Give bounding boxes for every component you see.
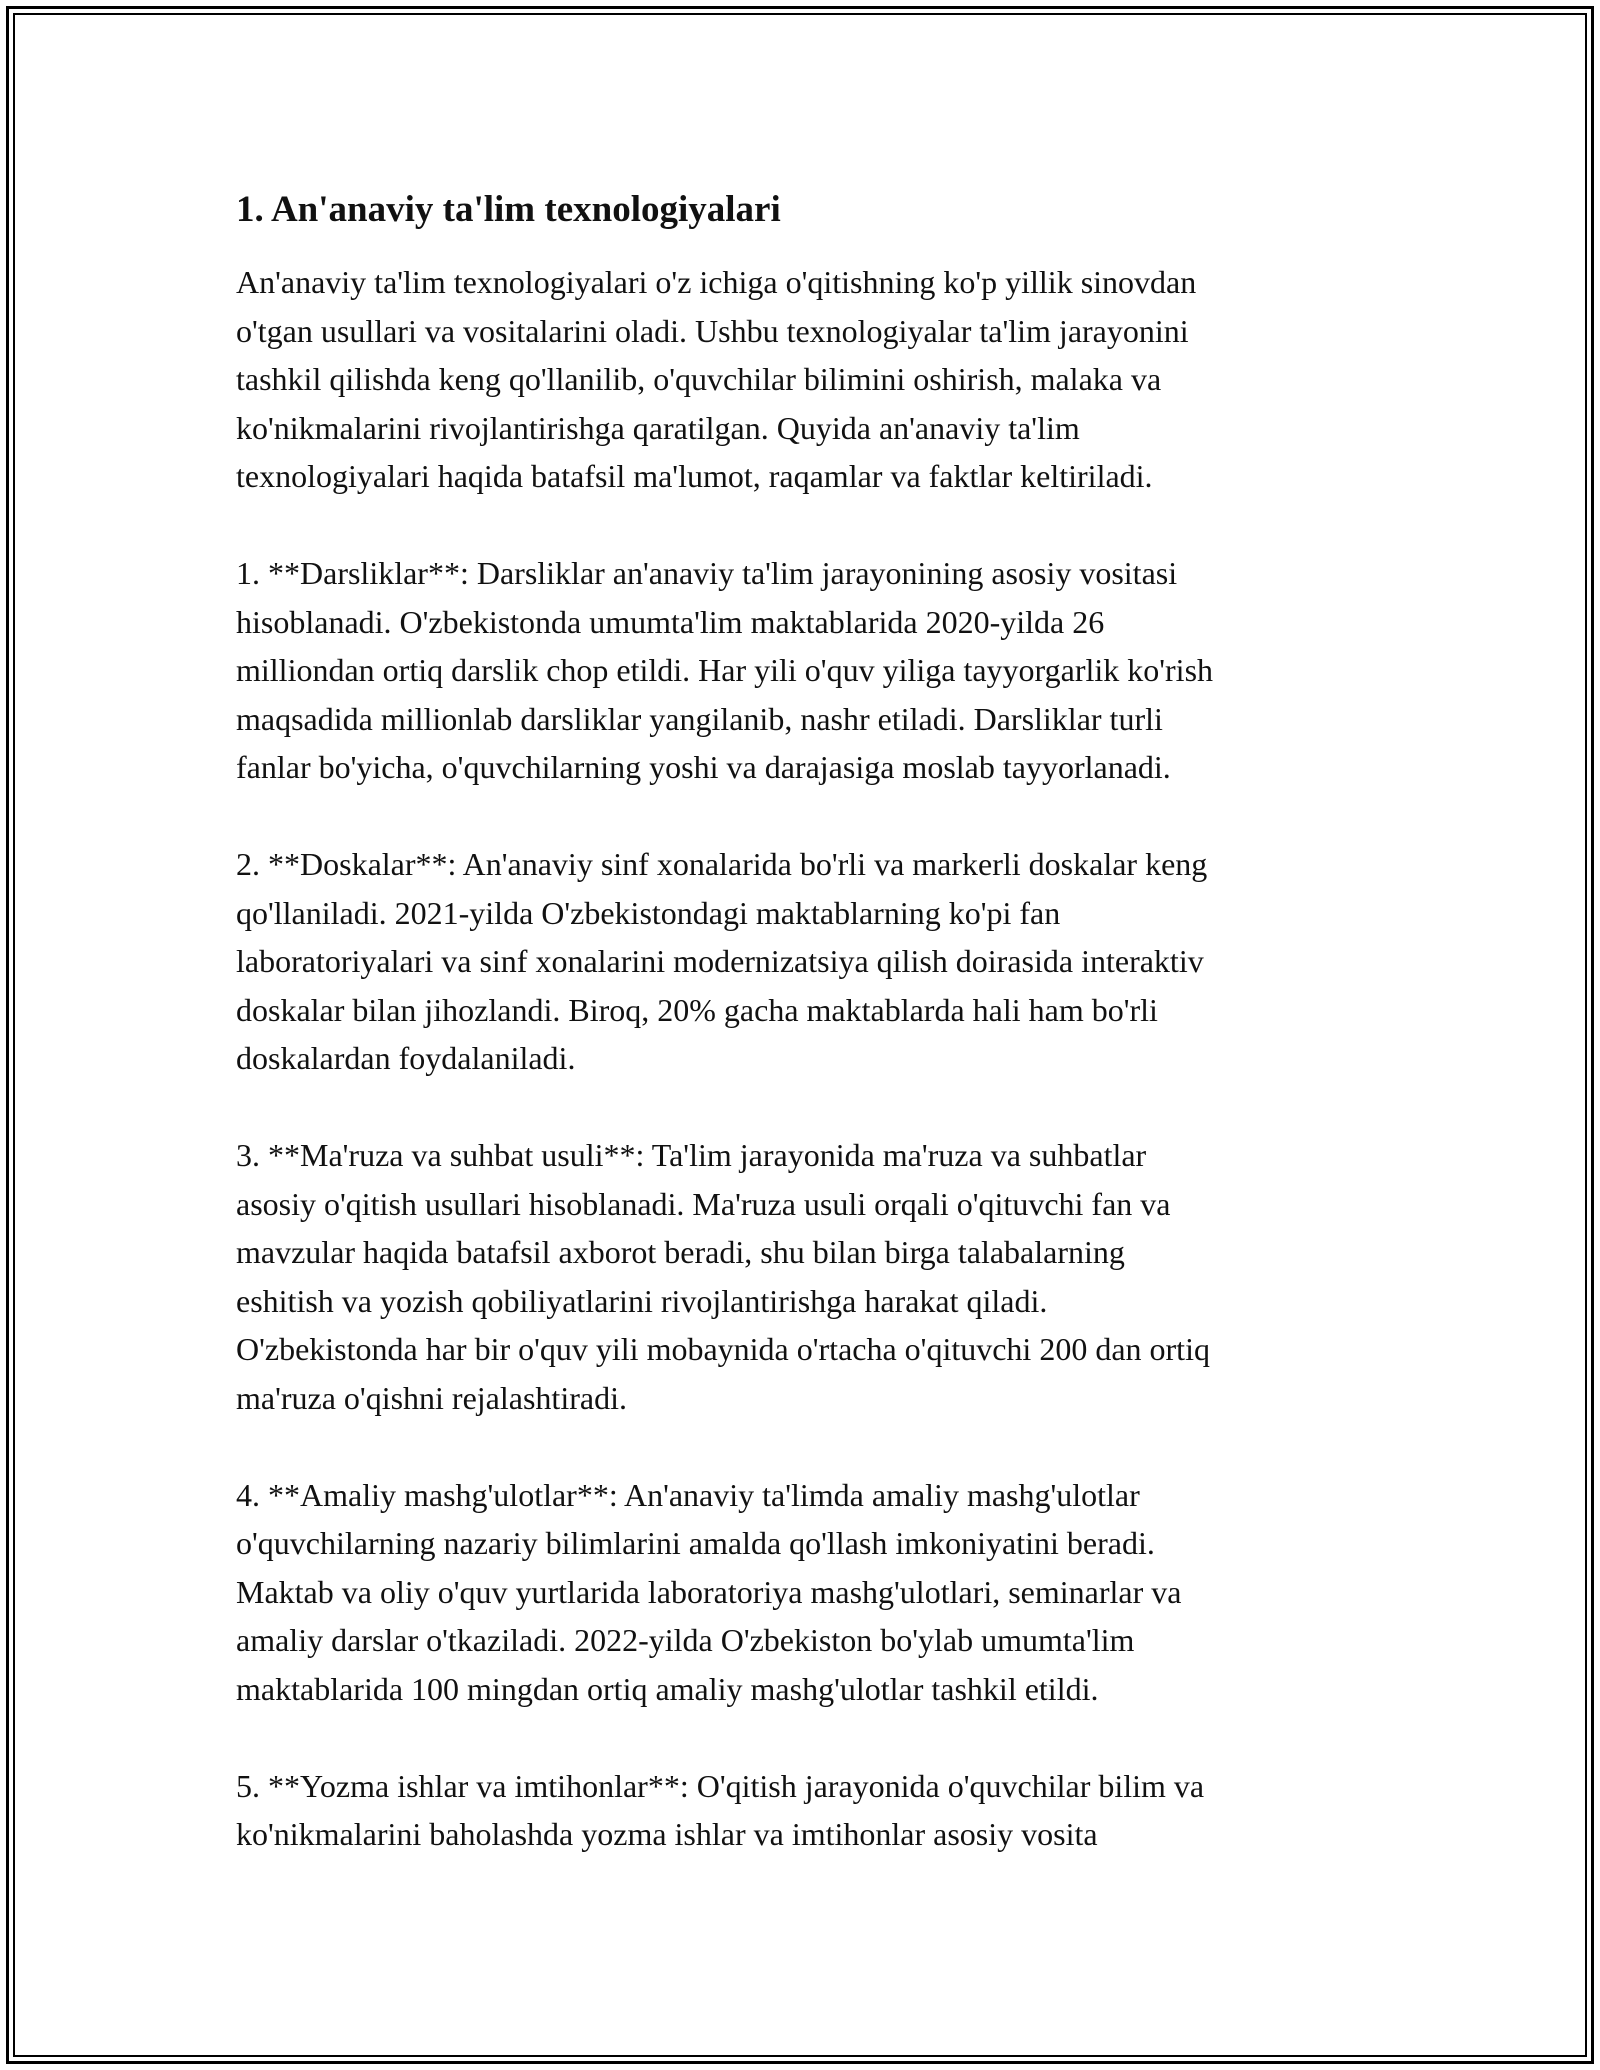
text-line: texnologiyalari haqida batafsil ma'lumot, raqamlar va faktlar keltiriladi.	[236, 458, 1153, 494]
text-line: ko'nikmalarini rivojlantirishga qaratilgan. Quyida an'anaviy ta'lim	[236, 409, 1080, 446]
text-line: o'tgan usullari va vositalarini oladi. Ushbu texnologiyalar ta'lim jarayonini	[236, 312, 1189, 349]
intro-paragraph	[236, 258, 1366, 501]
text-line: 4. **Amaliy mashg'ulotlar**: An'anaviy ta'limda amaliy mashg'ulotlar	[236, 1476, 1140, 1513]
text-line: doskalardan foydalaniladi.	[236, 1040, 576, 1076]
text-line: An'anaviy ta'lim texnologiyalari o'z ichiga o'qitishning ko'p yillik sinovdan	[236, 264, 1197, 300]
text-line: fanlar bo'yicha, o'quvchilarning yoshi va darajasiga moslab tayyorlanadi.	[236, 749, 1171, 785]
document-body	[236, 186, 1366, 1907]
list-item-darsliklar	[236, 549, 1366, 792]
text-line: milliondan ortiq darslik chop etildi. Har yili o'quv yiliga tayyorgarlik ko'rish	[236, 652, 1214, 688]
page-title: 1. An'anaviy ta'lim texnologiyalari	[236, 189, 781, 230]
text-line: Maktab va oliy o'quv yurtlarida laboratoriya mashg'ulotlari, seminarlar va	[236, 1573, 1182, 1610]
text-line: 2. **Doskalar**: An'anaviy sinf xonalarida bo'rli va markerli doskalar keng	[236, 846, 1208, 882]
list-item-yozma	[236, 1762, 1366, 1859]
text-line: o'quvchilarning nazariy bilimlarini amalda qo'llash imkoniyatini beradi.	[236, 1525, 1155, 1561]
list-item-amaliy	[236, 1471, 1366, 1714]
text-line: doskalar bilan jihozlandi. Biroq, 20% gacha maktablarda hali ham bo'rli	[236, 991, 1158, 1028]
text-line: 1. **Darsliklar**: Darsliklar an'anaviy ta'lim jarayonining asosiy vositasi	[236, 555, 1178, 591]
text-line: ko'nikmalarini baholashda yozma ishlar va imtihonlar asosiy vosita	[236, 1816, 1098, 1852]
list-item-doskalar	[236, 840, 1366, 1083]
text-line: eshitish va yozish qobiliyatlarini rivojlantirishga harakat qiladi.	[236, 1282, 1048, 1319]
text-line: hisoblanadi. O'zbekistonda umumta'lim maktablarida 2020-yilda 26	[236, 603, 1105, 640]
text-line: maktablarida 100 mingdan ortiq amaliy mashg'ulotlar tashkil etildi.	[236, 1670, 1099, 1707]
text-line: asosiy o'qitish usullari hisoblanadi. Ma'ruza usuli orqali o'qituvchi fan va	[236, 1185, 1171, 1222]
text-line: mavzular haqida batafsil axborot beradi, shu bilan birga talabalarning	[236, 1234, 1125, 1270]
text-line: qo'llaniladi. 2021-yilda O'zbekistondagi maktablarning ko'pi fan	[236, 894, 1061, 931]
text-line: tashkil qilishda keng qo'llanilib, o'quvchilar bilimini oshirish, malaka va	[236, 361, 1162, 397]
text-line: O'zbekistonda har bir o'quv yili mobaynida o'rtacha o'qituvchi 200 dan ortiq	[236, 1331, 1210, 1367]
text-line: amaliy darslar o'tkaziladi. 2022-yilda O'zbekiston bo'ylab umumta'lim	[236, 1622, 1135, 1658]
text-line: ma'ruza o'qishni rejalashtiradi.	[236, 1379, 627, 1416]
text-line: maqsadida millionlab darsliklar yangilanib, nashr etiladi. Darsliklar turli	[236, 700, 1163, 737]
text-line: 5. **Yozma ishlar va imtihonlar**: O'qitish jarayonida o'quvchilar bilim va	[236, 1767, 1205, 1804]
text-line: laboratoriyalari va sinf xonalarini modernizatsiya qilish doirasida interaktiv	[236, 943, 1204, 979]
list-item-maruza	[236, 1131, 1366, 1422]
text-line: 3. **Ma'ruza va suhbat usuli**: Ta'lim jarayonida ma'ruza va suhbatlar	[236, 1137, 1147, 1173]
